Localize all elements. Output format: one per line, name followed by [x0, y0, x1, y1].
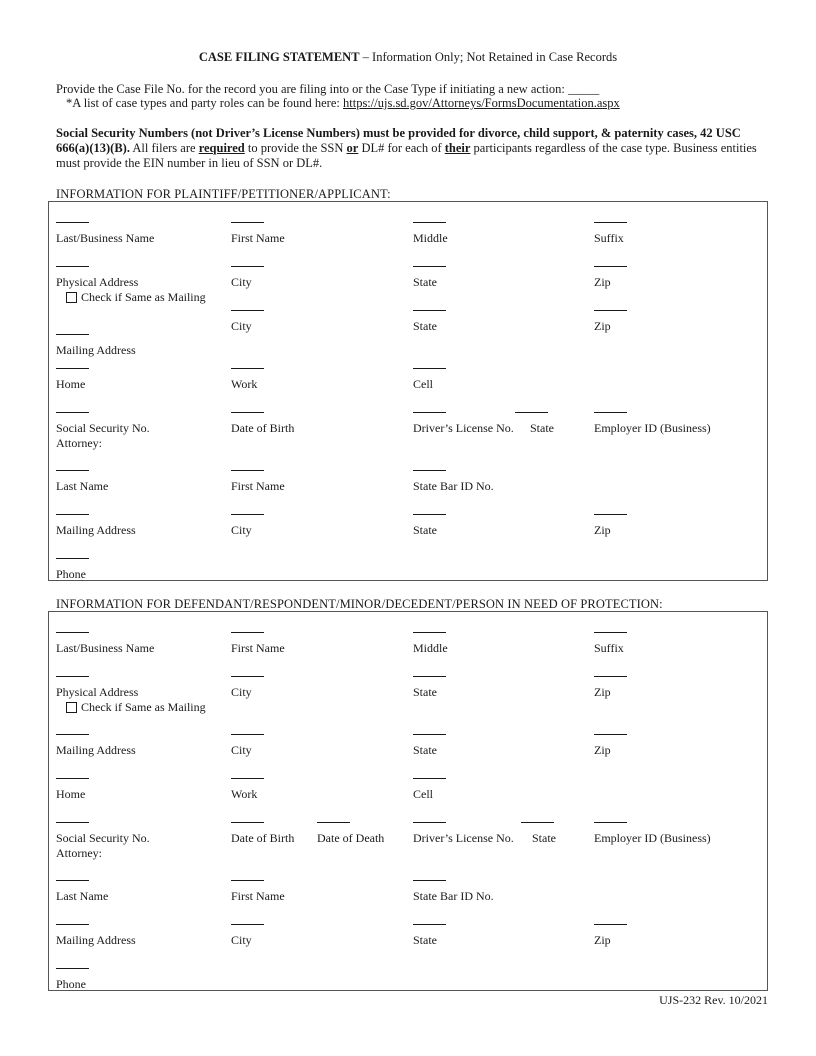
defendant-ssn-field[interactable]: Social Security No.	[56, 822, 150, 845]
checkbox-square[interactable]	[66, 702, 77, 713]
plaintiff-attorney-last-name-field[interactable]: Last Name	[56, 470, 108, 493]
defendant-first-name-field[interactable]: First Name	[231, 632, 285, 655]
defendant-mailing-state-field[interactable]: State	[413, 734, 446, 757]
defendant-mailing-city-field[interactable]: City	[231, 734, 264, 757]
defendant-dob-field[interactable]: Date of Birth	[231, 822, 294, 845]
plaintiff-attorney-first-name-field[interactable]: First Name	[231, 470, 285, 493]
defendant-home-phone-field[interactable]: Home	[56, 778, 89, 801]
defendant-same-as-mailing-checkbox[interactable]: Check if Same as Mailing	[66, 700, 206, 714]
notice-text-2: to provide the SSN	[244, 141, 347, 155]
plaintiff-physical-address-field[interactable]: Physical Address	[56, 266, 138, 289]
defendant-mailing-address-field[interactable]: Mailing Address	[56, 734, 136, 757]
defendant-dl-state-field[interactable]: State	[521, 822, 556, 845]
plaintiff-mailing-state-field[interactable]: State	[413, 310, 446, 333]
defendant-attorney-zip-field[interactable]: Zip	[594, 924, 627, 947]
defendant-suffix-field[interactable]: Suffix	[594, 632, 627, 655]
defendant-section-header: INFORMATION FOR DEFENDANT/RESPONDENT/MINOR/DECEDENT/PERSON IN NEED OF PROTECTION:	[56, 597, 663, 611]
case-types-prefix: *A list of case types and party roles can be found here:	[66, 96, 343, 110]
plaintiff-ssn-field[interactable]: Social Security No.	[56, 412, 150, 435]
defendant-ein-field[interactable]: Employer ID (Business)	[594, 822, 711, 845]
defendant-middle-field[interactable]: Middle	[413, 632, 448, 655]
forms-documentation-link[interactable]: https://ujs.sd.gov/Attorneys/FormsDocumentation.aspx	[343, 96, 620, 110]
plaintiff-attorney-state-field[interactable]: State	[413, 514, 446, 537]
form-title	[0, 50, 816, 65]
plaintiff-physical-city-field[interactable]: City	[231, 266, 264, 289]
defendant-attorney-label: Attorney:	[56, 846, 102, 860]
notice-their: their	[444, 141, 471, 155]
plaintiff-section-box	[48, 201, 768, 581]
defendant-attorney-bar-id-field[interactable]: State Bar ID No.	[413, 880, 494, 903]
defendant-physical-city-field[interactable]: City	[231, 676, 264, 699]
plaintiff-mailing-address-field[interactable]: Mailing Address	[56, 334, 136, 357]
notice-text-4: participants regardless of the case type. Business entities must provide the EIN number in lieu of SSN or DL#.	[56, 141, 757, 170]
defendant-physical-state-field[interactable]: State	[413, 676, 446, 699]
plaintiff-attorney-phone-field[interactable]: Phone	[56, 558, 89, 581]
form-title-rest: – Information Only; Not Retained in Case Records	[359, 50, 618, 64]
plaintiff-section-header: INFORMATION FOR PLAINTIFF/PETITIONER/APPLICANT:	[56, 187, 391, 201]
defendant-work-phone-field[interactable]: Work	[231, 778, 264, 801]
plaintiff-attorney-bar-id-field[interactable]: State Bar ID No.	[413, 470, 494, 493]
plaintiff-home-phone-field[interactable]: Home	[56, 368, 89, 391]
plaintiff-middle-field[interactable]: Middle	[413, 222, 448, 245]
ssn-notice-bold: Social Security Numbers (not Driver’s License Numbers) must be provided for divorce, child support, & paternity cases, 42 USC 666(a)(13)(B).	[56, 126, 741, 155]
checkbox-square[interactable]	[66, 292, 77, 303]
case-file-instruction: Provide the Case File No. for the record you are filing into or the Case Type if initiating a new action: _____	[56, 82, 600, 96]
plaintiff-attorney-city-field[interactable]: City	[231, 514, 264, 537]
defendant-attorney-phone-field[interactable]: Phone	[56, 968, 89, 991]
defendant-section-box	[48, 611, 768, 991]
defendant-attorney-first-name-field[interactable]: First Name	[231, 880, 285, 903]
defendant-attorney-mailing-address-field[interactable]: Mailing Address	[56, 924, 136, 947]
defendant-last-name-field[interactable]: Last/Business Name	[56, 632, 154, 655]
notice-text-3: DL# for each of	[358, 141, 445, 155]
defendant-physical-address-field[interactable]: Physical Address	[56, 676, 138, 699]
notice-required: required	[198, 141, 245, 155]
plaintiff-attorney-mailing-address-field[interactable]: Mailing Address	[56, 514, 136, 537]
plaintiff-suffix-field[interactable]: Suffix	[594, 222, 627, 245]
plaintiff-attorney-label: Attorney:	[56, 436, 102, 450]
defendant-attorney-city-field[interactable]: City	[231, 924, 264, 947]
defendant-cell-phone-field[interactable]: Cell	[413, 778, 446, 801]
plaintiff-ein-field[interactable]: Employer ID (Business)	[594, 412, 711, 435]
plaintiff-mailing-city-field[interactable]: City	[231, 310, 264, 333]
plaintiff-attorney-zip-field[interactable]: Zip	[594, 514, 627, 537]
plaintiff-dob-field[interactable]: Date of Birth	[231, 412, 294, 435]
notice-or: or	[346, 141, 359, 155]
case-types-note	[66, 96, 620, 111]
plaintiff-last-name-field[interactable]: Last/Business Name	[56, 222, 154, 245]
defendant-physical-zip-field[interactable]: Zip	[594, 676, 627, 699]
plaintiff-same-as-mailing-checkbox[interactable]: Check if Same as Mailing	[66, 290, 206, 304]
defendant-dl-field[interactable]: Driver’s License No.	[413, 822, 514, 845]
plaintiff-dl-state-field[interactable]: State	[515, 412, 554, 435]
plaintiff-first-name-field[interactable]: First Name	[231, 222, 285, 245]
defendant-dod-field[interactable]: Date of Death	[317, 822, 384, 845]
form-revision: UJS-232 Rev. 10/2021	[659, 993, 768, 1007]
plaintiff-work-phone-field[interactable]: Work	[231, 368, 264, 391]
plaintiff-physical-state-field[interactable]: State	[413, 266, 446, 289]
plaintiff-cell-phone-field[interactable]: Cell	[413, 368, 446, 391]
ssn-notice	[56, 126, 764, 171]
plaintiff-mailing-zip-field[interactable]: Zip	[594, 310, 627, 333]
defendant-mailing-zip-field[interactable]: Zip	[594, 734, 627, 757]
plaintiff-dl-field[interactable]: Driver’s License No.	[413, 412, 514, 435]
defendant-attorney-last-name-field[interactable]: Last Name	[56, 880, 108, 903]
notice-text-1: All filers are	[129, 141, 199, 155]
form-title-bold: CASE FILING STATEMENT	[198, 50, 360, 64]
defendant-attorney-state-field[interactable]: State	[413, 924, 446, 947]
plaintiff-physical-zip-field[interactable]: Zip	[594, 266, 627, 289]
